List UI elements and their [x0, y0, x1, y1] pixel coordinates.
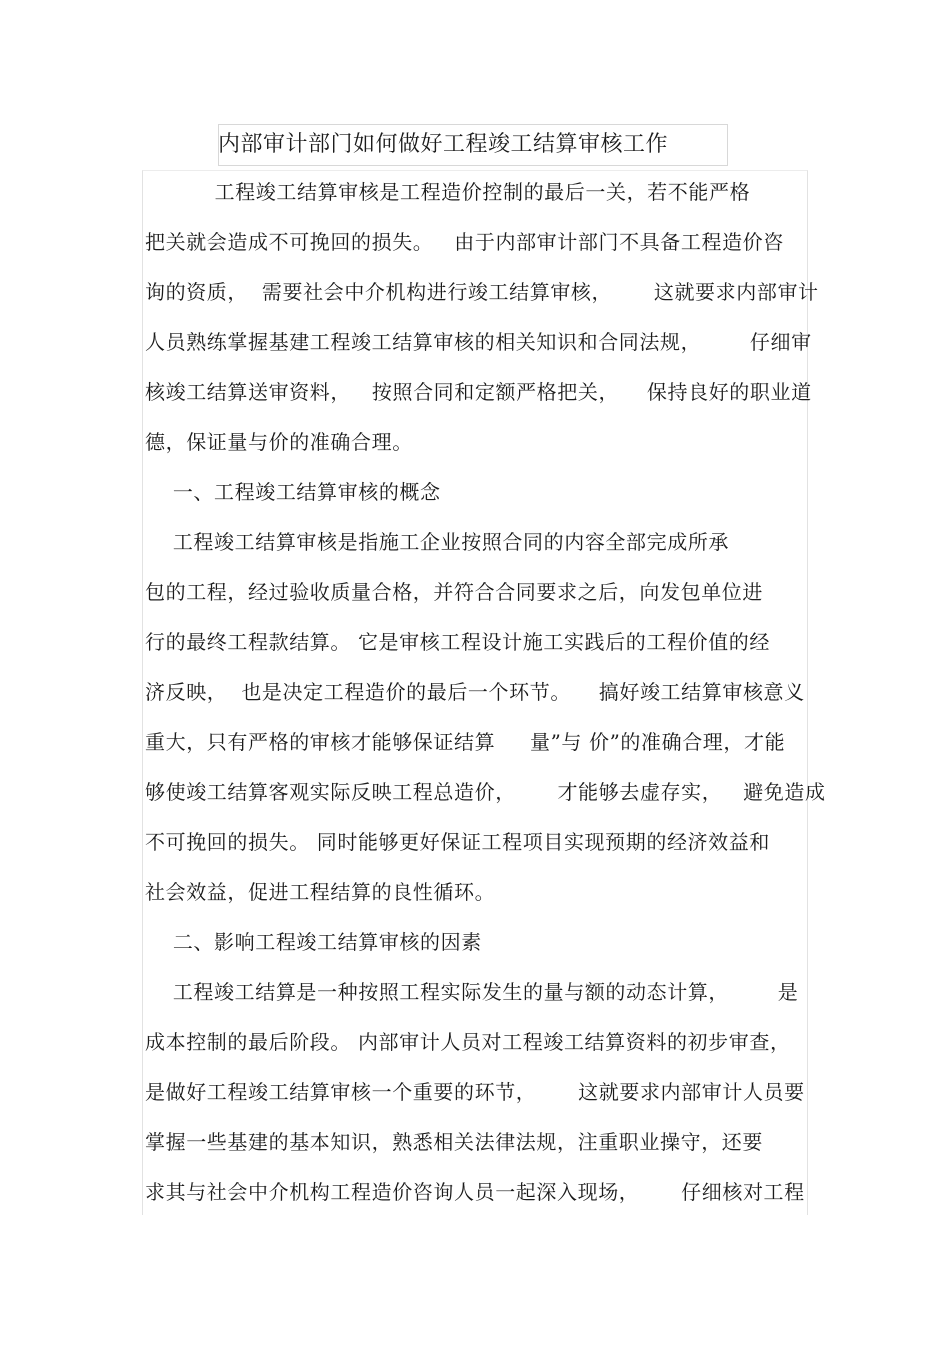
body-line: 工程竣工结算是一种按照工程实际发生的量与额的动态计算， 是 — [145, 980, 799, 1004]
body-line: 工程竣工结算审核是工程造价控制的最后一关，若不能严格 — [145, 180, 751, 204]
section-heading: 二、影响工程竣工结算审核的因素 — [145, 930, 482, 954]
body-line: 够使竣工结算客观实际反映工程总造价， 才能够去虚存实， 避免造成 — [145, 780, 826, 804]
body-line: 不可挽回的损失。 同时能够更好保证工程项目实现预期的经济效益和 — [145, 830, 770, 854]
body-line: 把关就会造成不可挽回的损失。 由于内部审计部门不具备工程造价咨 — [145, 230, 784, 254]
body-line: 核竣工结算送审资料， 按照合同和定额严格把关， 保持良好的职业道 — [145, 380, 812, 404]
body-line: 询的资质， 需要社会中介机构进行竣工结算审核， 这就要求内部审计 — [145, 280, 819, 304]
body-line: 社会效益，促进工程结算的良性循环。 — [145, 880, 496, 904]
body-line: 人员熟练掌握基建工程竣工结算审核的相关知识和合同法规， 仔细审 — [145, 330, 812, 354]
document-title: 内部审计部门如何做好工程竣工结算审核工作 — [218, 132, 669, 157]
body-line: 工程竣工结算审核是指施工企业按照合同的内容全部完成所承 — [145, 530, 730, 554]
body-line: 济反映， 也是决定工程造价的最后一个环节。 搞好竣工结算审核意义 — [145, 680, 805, 704]
body-line: 行的最终工程款结算。 它是审核工程设计施工实践后的工程价值的经 — [145, 630, 770, 654]
body-line: 德，保证量与价的准确合理。 — [145, 430, 413, 454]
body-line: 求其与社会中介机构工程造价咨询人员一起深入现场， 仔细核对工程 — [145, 1180, 805, 1204]
body-line: 成本控制的最后阶段。 内部审计人员对工程竣工结算资料的初步审查， — [145, 1030, 791, 1054]
body-line: 掌握一些基建的基本知识，熟悉相关法律法规，注重职业操守，还要 — [145, 1130, 763, 1154]
body-line: 包的工程，经过验收质量合格，并符合合同要求之后，向发包单位进 — [145, 580, 763, 604]
body-line: 是做好工程竣工结算审核一个重要的环节， 这就要求内部审计人员要 — [145, 1080, 805, 1104]
section-heading: 一、工程竣工结算审核的概念 — [145, 480, 441, 504]
body-line: 重大，只有严格的审核才能够保证结算 量”与 价”的准确合理，才能 — [145, 730, 786, 754]
